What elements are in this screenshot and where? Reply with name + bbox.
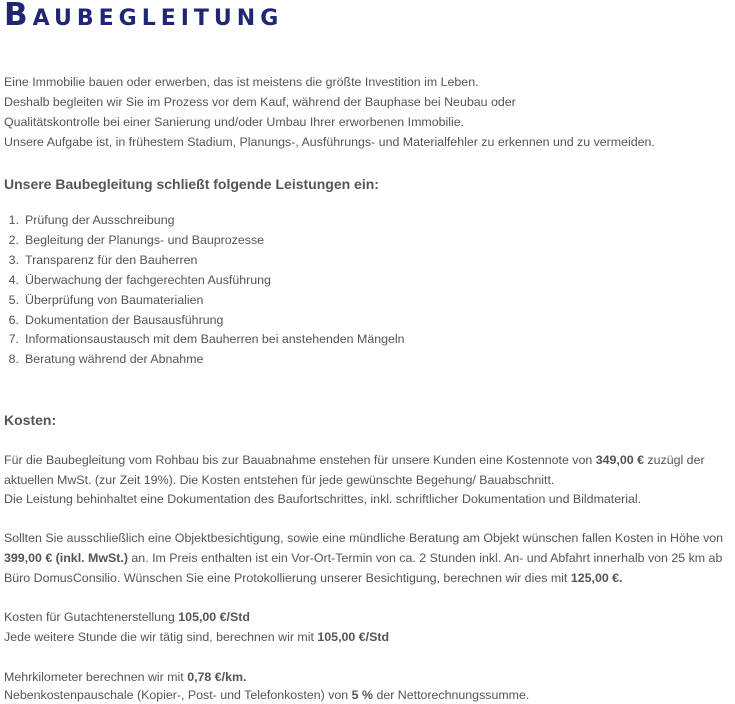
intro-text — [4, 72, 655, 152]
mileage-rate: 0,78 €/km. — [187, 670, 247, 684]
service-item-number: 8. — [8, 352, 19, 367]
extra-hour-rate: 105,00 €/Std — [317, 630, 390, 644]
intro-line: Eine Immobilie bauen oder erwerben, das ist meistens die größte Investition im Leben. — [4, 75, 479, 89]
service-item-number: 3. — [8, 252, 19, 267]
flat-fee-text: der Nettorechnungssumme. — [376, 688, 530, 702]
service-item — [4, 311, 405, 331]
protocol-price: 125,00 €. — [570, 571, 623, 585]
service-item-label: Begleitung der Planungs- und Bauprozesse — [25, 232, 265, 247]
support-text: Für die Baubegleitung vom Rohbau bis zur Bauabnahme enstehen für unsere Kunden eine Kostennote von — [4, 453, 593, 467]
service-item-number: 2. — [8, 232, 19, 247]
service-item-number: 1. — [8, 213, 19, 227]
service-item — [4, 211, 405, 231]
appraisal-line — [4, 627, 389, 647]
service-item-number: 6. — [8, 312, 19, 327]
services-heading: Unsere Baubegleitung schließt folgende Leistungen ein: — [4, 176, 379, 192]
support-line: Die Leistung behinhaltet eine Dokumentation des Baufortschrittes, inkl. schriftlicher Dokumentation und Bildmaterial. — [4, 492, 642, 506]
service-item-label: Transparenz für den Bauherren — [25, 252, 198, 267]
mileage-label: Mehrkilometer berechnen wir mit — [4, 670, 184, 684]
service-item — [4, 231, 405, 251]
service-item-number: 5. — [8, 292, 19, 307]
flat-fee-rate: 5 % — [351, 688, 373, 702]
extra-hour-label: Jede weitere Stunde die wir tätig sind, berechnen wir mit — [4, 630, 314, 644]
support-line — [4, 451, 705, 471]
inspection-line: Sollten Sie ausschließlich eine Objektbesichtigung, sowie eine mündliche Beratung am Objekt wünschen fallen Kosten in Höhe von — [4, 531, 724, 545]
service-item-label: Informationsaustausch mit dem Bauherren bei anstehenden Mängeln — [25, 332, 405, 347]
service-item — [4, 350, 405, 370]
appraisal-costs — [4, 607, 389, 647]
mileage-line — [4, 668, 529, 686]
service-item-label: Überwachung der fachgerechten Ausführung — [25, 272, 271, 287]
inspection-costs — [4, 528, 723, 588]
inspection-line — [4, 548, 723, 568]
service-item — [4, 291, 405, 311]
extra-costs — [4, 668, 529, 704]
support-price: 349,00 € — [595, 453, 644, 467]
service-item-label: Überprüfung von Baumaterialien — [25, 292, 204, 307]
inspection-text: Büro DomusConsilio. Wünschen Sie eine Protokollierung unserer Besichtigung, berechnen wir dies mit — [4, 571, 568, 585]
service-item — [4, 251, 405, 271]
intro-line: Unsere Aufgabe ist, in frühestem Stadium, Planungs-, Ausführungs- und Materialfehler zu erkennen und zu vermeiden. — [4, 135, 655, 149]
service-item-label: Dokumentation der Bausausführung — [25, 312, 224, 327]
inspection-price: 399,00 € (inkl. MwSt.) — [4, 551, 128, 565]
appraisal-label: Kosten für Gutachtenerstellung — [4, 610, 175, 624]
inspection-line — [4, 568, 723, 588]
flat-fee-line — [4, 686, 529, 704]
service-item-label: Beratung während der Abnahme — [25, 352, 204, 367]
service-item-number: 4. — [8, 272, 19, 287]
appraisal-line — [4, 607, 389, 627]
support-text: zuzügl der — [647, 453, 705, 467]
flat-fee-label: Nebenkostenpauschale (Kopier-, Post- und Telefonkosten) von — [4, 688, 349, 702]
construction-support-costs — [4, 451, 705, 510]
services-list — [4, 211, 405, 370]
appraisal-rate: 105,00 €/Std — [178, 610, 250, 624]
page-title: Baubegleitung — [4, 0, 284, 33]
intro-line: Deshalb begleiten wir Sie im Prozess vor dem Kauf, während der Bauphase bei Neubau oder — [4, 95, 516, 109]
support-line: aktuellen MwSt. (zur Zeit 19%). Die Kosten entstehen für jede gewünschte Begehung/ Bauabschnitt. — [4, 472, 555, 487]
costs-heading: Kosten: — [4, 412, 57, 428]
intro-line: Qualitätskontrolle bei einer Sanierung und/oder Umbau Ihrer erworbenen Immobilie. — [4, 115, 465, 129]
inspection-text: an. Im Preis enthalten ist ein Vor-Ort-Termin von ca. 2 Stunden inkl. An- und Abfahrt innerhalb von 25 km ab — [131, 551, 723, 565]
service-item-label: Prüfung der Ausschreibung — [25, 213, 175, 227]
service-item-number: 7. — [8, 332, 19, 347]
service-item — [4, 330, 405, 350]
service-item — [4, 271, 405, 291]
